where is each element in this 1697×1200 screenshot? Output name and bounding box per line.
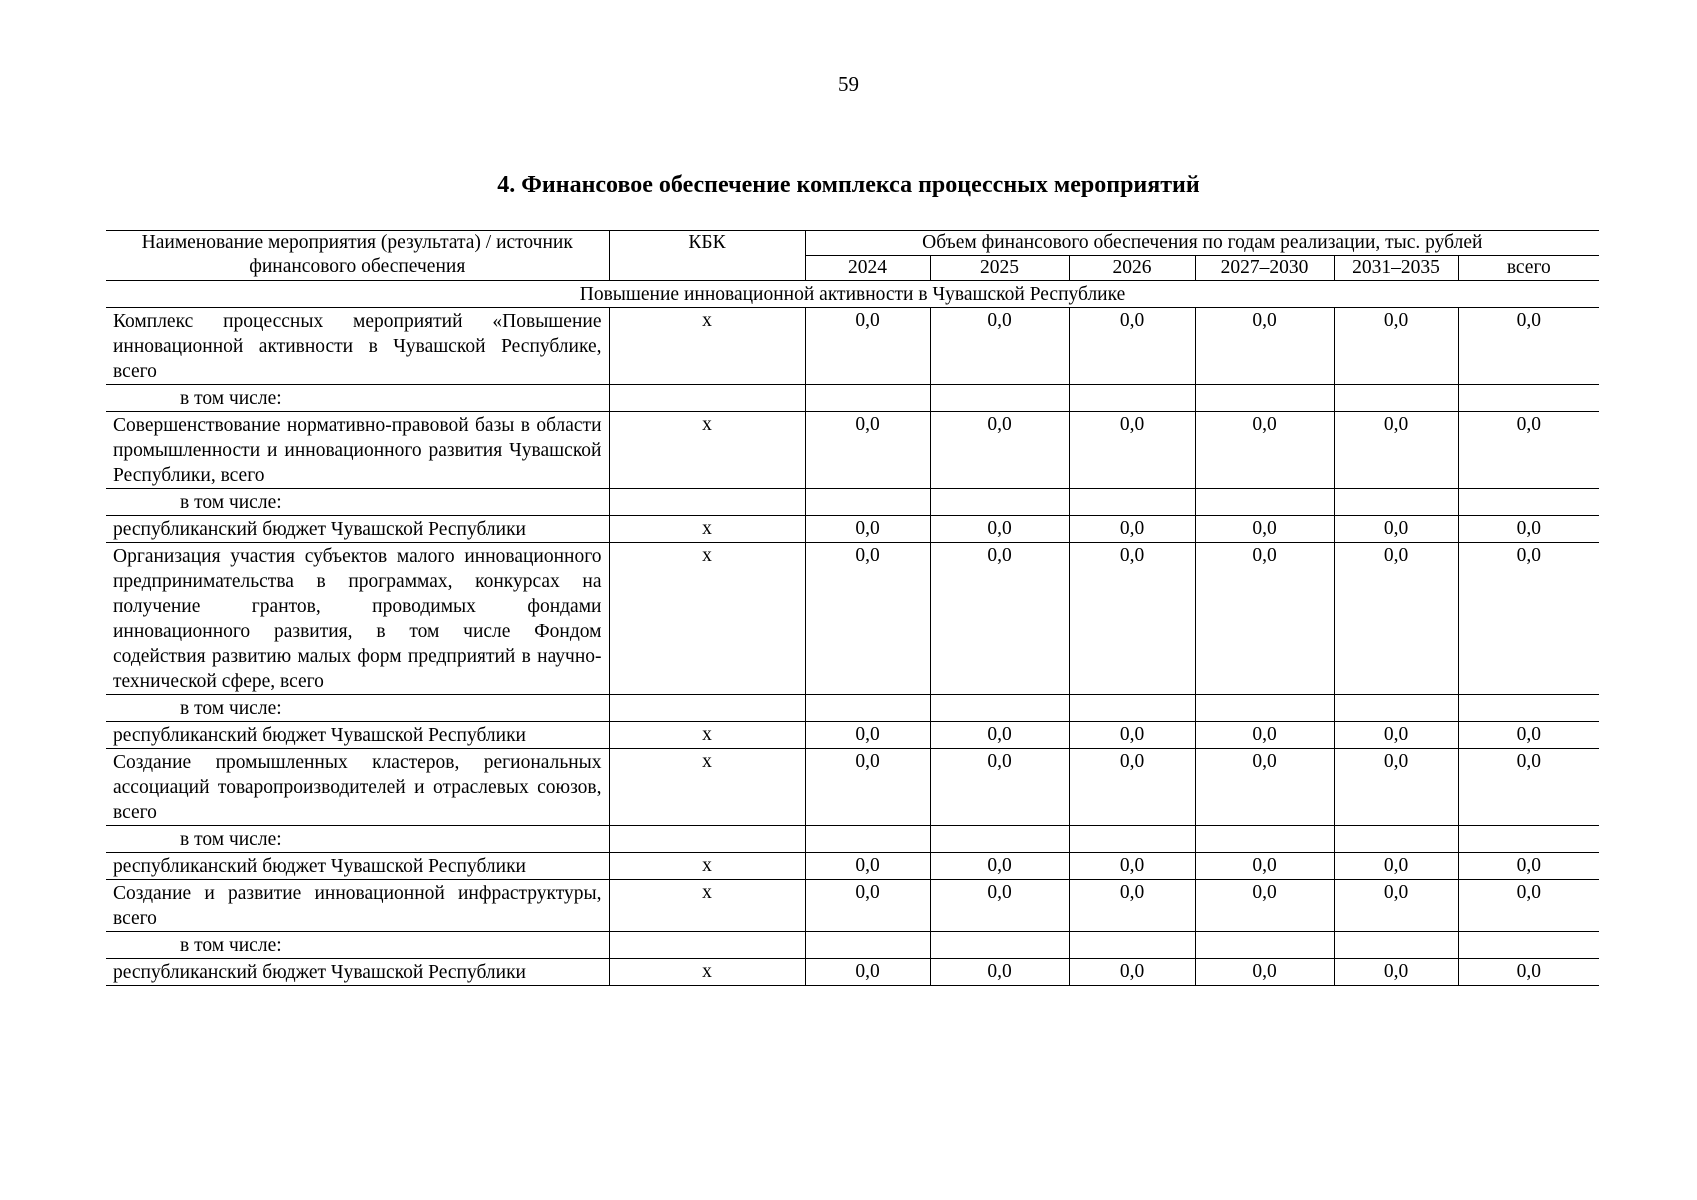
item-name-cell: Организация участия субъектов малого инновационного предпринимательства в программах, конкурсах на получение грантов, проводимых фондами инновационного развития, в том числе Фондом содействия развитию малых форм предприятий в научно-технической сфере, всего [106,543,609,695]
kbk-cell: х [609,853,805,880]
value-cell [1069,489,1195,516]
item-name-cell: республиканский бюджет Чувашской Республики [106,853,609,880]
value-cell: 0,0 [1069,853,1195,880]
table-row [106,543,1599,695]
header-volume: Объем финансового обеспечения по годам реализации, тыс. рублей [805,231,1599,256]
value-cell [930,489,1069,516]
kbk-cell: х [609,308,805,385]
value-cell: 0,0 [805,543,930,695]
item-name-cell: Комплекс процессных мероприятий «Повышение инновационной активности в Чувашской Республике, всего [106,308,609,385]
value-cell: 0,0 [1195,412,1334,489]
subheading-cell: в том числе: [106,695,609,722]
kbk-cell [609,695,805,722]
value-cell [1334,695,1458,722]
value-cell: 0,0 [1069,749,1195,826]
header-total: всего [1458,256,1599,281]
subheading-cell: в том числе: [106,932,609,959]
value-cell [1069,385,1195,412]
value-cell [1069,695,1195,722]
subheading-cell: в том числе: [106,826,609,853]
table-row [106,412,1599,489]
subheading-cell: в том числе: [106,385,609,412]
table-row [106,959,1599,986]
value-cell: 0,0 [1069,412,1195,489]
value-cell [1195,826,1334,853]
kbk-cell [609,932,805,959]
table-row [106,722,1599,749]
header-year: 2026 [1069,256,1195,281]
kbk-cell [609,826,805,853]
kbk-cell [609,489,805,516]
value-cell: 0,0 [1195,749,1334,826]
total-cell: 0,0 [1458,880,1599,932]
value-cell: 0,0 [930,959,1069,986]
value-cell: 0,0 [805,880,930,932]
kbk-cell: х [609,749,805,826]
value-cell: 0,0 [1195,880,1334,932]
total-cell: 0,0 [1458,853,1599,880]
value-cell: 0,0 [1069,516,1195,543]
value-cell: 0,0 [1069,722,1195,749]
header-name: Наименование мероприятия (результата) / источник финансового обеспечения [106,231,609,281]
section-row [106,281,1599,308]
value-cell [1069,932,1195,959]
header-year: 2031–2035 [1334,256,1458,281]
value-cell [1334,489,1458,516]
value-cell [1195,385,1334,412]
value-cell: 0,0 [930,749,1069,826]
page-number: 59 [838,72,859,96]
total-cell [1458,489,1599,516]
total-cell: 0,0 [1458,412,1599,489]
total-cell [1458,385,1599,412]
total-cell: 0,0 [1458,749,1599,826]
table-row [106,853,1599,880]
item-name-cell: республиканский бюджет Чувашской Республики [106,516,609,543]
kbk-cell: х [609,543,805,695]
kbk-cell: х [609,722,805,749]
value-cell: 0,0 [805,722,930,749]
value-cell: 0,0 [930,853,1069,880]
value-cell: 0,0 [1334,412,1458,489]
table-row [106,695,1599,722]
value-cell: 0,0 [930,880,1069,932]
value-cell [930,932,1069,959]
value-cell: 0,0 [1334,543,1458,695]
total-cell: 0,0 [1458,959,1599,986]
value-cell [930,385,1069,412]
value-cell: 0,0 [805,412,930,489]
total-cell [1458,932,1599,959]
table-row [106,880,1599,932]
value-cell: 0,0 [1334,722,1458,749]
value-cell [1334,932,1458,959]
value-cell: 0,0 [930,308,1069,385]
table-row [106,308,1599,385]
value-cell [930,826,1069,853]
header-year: 2024 [805,256,930,281]
value-cell: 0,0 [930,412,1069,489]
table-row [106,516,1599,543]
item-name-cell: Создание промышленных кластеров, региональных ассоциаций товаропроизводителей и отраслевых союзов, всего [106,749,609,826]
item-name-cell: Создание и развитие инновационной инфраструктуры, всего [106,880,609,932]
value-cell [805,826,930,853]
table-header [106,231,1599,281]
total-cell: 0,0 [1458,308,1599,385]
table-row [106,489,1599,516]
value-cell: 0,0 [805,749,930,826]
table-body [106,281,1599,986]
table-row [106,932,1599,959]
value-cell: 0,0 [1195,543,1334,695]
value-cell [1334,826,1458,853]
value-cell: 0,0 [805,853,930,880]
section-title: 4. Финансовое обеспечение комплекса процессных мероприятий [497,172,1200,198]
value-cell: 0,0 [1334,853,1458,880]
value-cell: 0,0 [1195,853,1334,880]
value-cell: 0,0 [1195,722,1334,749]
item-name-cell: Совершенствование нормативно-правовой базы в области промышленности и инновационного развития Чувашской Республики, всего [106,412,609,489]
value-cell [1195,695,1334,722]
value-cell: 0,0 [1069,880,1195,932]
total-cell: 0,0 [1458,543,1599,695]
value-cell: 0,0 [930,722,1069,749]
value-cell [1334,385,1458,412]
kbk-cell [609,385,805,412]
table-row [106,385,1599,412]
value-cell [1195,489,1334,516]
value-cell: 0,0 [1334,308,1458,385]
section-label: Повышение инновационной активности в Чувашской Республике [106,281,1599,308]
value-cell: 0,0 [1334,959,1458,986]
value-cell: 0,0 [1069,543,1195,695]
value-cell: 0,0 [930,516,1069,543]
header-year: 2027–2030 [1195,256,1334,281]
total-cell: 0,0 [1458,722,1599,749]
value-cell: 0,0 [1334,516,1458,543]
value-cell [805,385,930,412]
value-cell: 0,0 [1069,959,1195,986]
financing-table [106,230,1599,986]
value-cell: 0,0 [805,959,930,986]
total-cell [1458,826,1599,853]
item-name-cell: республиканский бюджет Чувашской Республики [106,959,609,986]
total-cell: 0,0 [1458,516,1599,543]
header-kbk: КБК [609,231,805,281]
value-cell [805,695,930,722]
kbk-cell: х [609,412,805,489]
value-cell: 0,0 [1195,959,1334,986]
value-cell [805,489,930,516]
subheading-cell: в том числе: [106,489,609,516]
value-cell: 0,0 [1334,880,1458,932]
table-row [106,749,1599,826]
kbk-cell: х [609,880,805,932]
kbk-cell: х [609,516,805,543]
total-cell [1458,695,1599,722]
header-year: 2025 [930,256,1069,281]
value-cell: 0,0 [1195,308,1334,385]
value-cell: 0,0 [1195,516,1334,543]
value-cell: 0,0 [805,308,930,385]
value-cell: 0,0 [1334,749,1458,826]
value-cell [805,932,930,959]
value-cell: 0,0 [930,543,1069,695]
value-cell [1069,826,1195,853]
kbk-cell: х [609,959,805,986]
value-cell: 0,0 [1069,308,1195,385]
item-name-cell: республиканский бюджет Чувашской Республики [106,722,609,749]
value-cell [930,695,1069,722]
value-cell: 0,0 [805,516,930,543]
table-row [106,826,1599,853]
value-cell [1195,932,1334,959]
